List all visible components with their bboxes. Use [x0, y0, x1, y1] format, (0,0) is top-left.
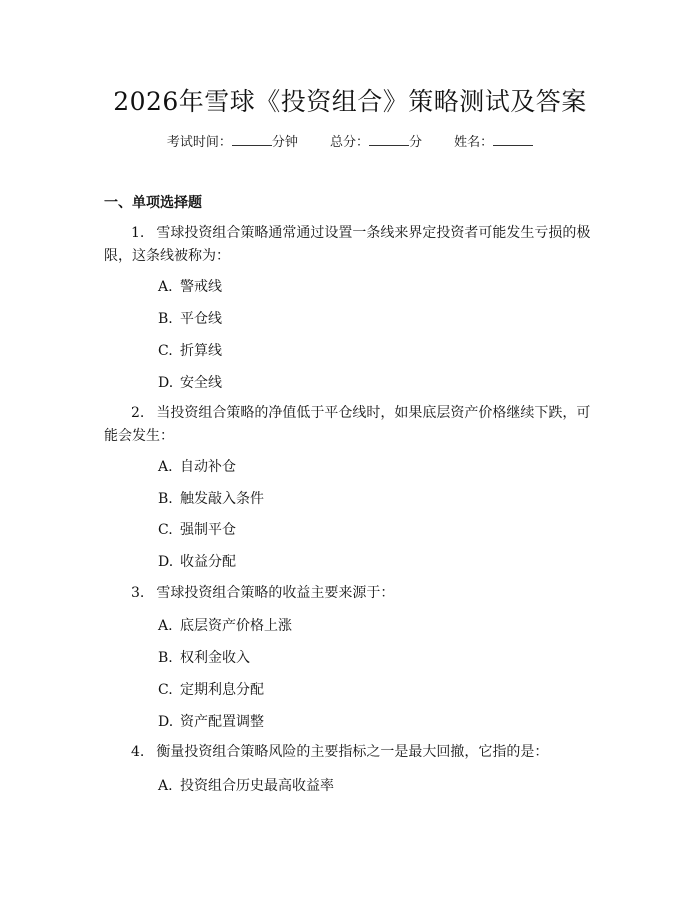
option-item[interactable]: [158, 679, 264, 699]
option-text: 警戒线: [180, 279, 222, 295]
option-text: 触发敲入条件: [180, 491, 264, 507]
question-number: 1.: [131, 225, 145, 241]
name-field: [454, 131, 533, 150]
question-2-text: [104, 402, 600, 448]
total-score-unit: 分: [409, 135, 423, 150]
option-text: 平仓线: [180, 311, 222, 327]
question-1-text: [104, 222, 600, 268]
option-text: 自动补仓: [180, 459, 236, 475]
question-3-text: [104, 582, 600, 605]
name-blank[interactable]: [493, 133, 533, 146]
option-item[interactable]: [158, 456, 236, 476]
option-item[interactable]: [158, 276, 222, 296]
option-letter: D.: [158, 554, 174, 570]
question-stem: 雪球投资组合策略的收益主要来源于：: [156, 585, 395, 601]
option-text: 权利金收入: [180, 650, 250, 666]
question-stem: 雪球投资组合策略通常通过设置一条线来界定投资者可能发生亏损的极限，这条线被称为：: [104, 225, 591, 264]
total-score-label: 总分：: [329, 135, 369, 150]
option-letter: C.: [158, 682, 173, 698]
option-letter: A.: [158, 279, 173, 295]
option-item[interactable]: [158, 615, 292, 635]
option-text: 收益分配: [180, 554, 236, 570]
question-number: 2.: [131, 405, 145, 421]
option-text: 底层资产价格上涨: [180, 618, 292, 634]
option-text: 定期利息分配: [180, 682, 264, 698]
option-item[interactable]: [158, 372, 222, 392]
total-score-field: [330, 131, 422, 150]
option-text: 折算线: [180, 343, 222, 359]
option-item[interactable]: [158, 551, 236, 571]
option-text: 强制平仓: [180, 522, 236, 538]
document-title: 2026年雪球《投资组合》策略测试及答案: [113, 87, 587, 116]
total-score-blank[interactable]: [369, 133, 409, 146]
question-4-text: [104, 741, 600, 764]
option-letter: D.: [158, 375, 174, 391]
option-item[interactable]: [158, 308, 222, 328]
option-letter: B.: [158, 491, 173, 507]
exam-time-blank[interactable]: [232, 133, 272, 146]
option-letter: A.: [158, 459, 173, 475]
question-number: 3.: [131, 585, 145, 601]
option-letter: C.: [158, 522, 173, 538]
option-item[interactable]: [158, 775, 334, 795]
option-item[interactable]: [158, 519, 236, 539]
question-stem: 衡量投资组合策略风险的主要指标之一是最大回撤，它指的是：: [156, 744, 549, 760]
question-number: 4.: [131, 744, 145, 760]
option-text: 安全线: [180, 375, 222, 391]
option-text: 投资组合历史最高收益率: [180, 778, 334, 794]
exam-time-label: 考试时间：: [166, 135, 232, 150]
option-text: 资产配置调整: [180, 714, 264, 730]
option-letter: D.: [158, 714, 174, 730]
section-title: 一、单项选择题: [104, 195, 202, 211]
option-letter: B.: [158, 650, 173, 666]
exam-time-unit: 分钟: [271, 135, 298, 150]
option-letter: C.: [158, 343, 173, 359]
option-item[interactable]: [158, 711, 264, 731]
option-item[interactable]: [158, 488, 264, 508]
exam-meta: [0, 131, 700, 150]
option-item[interactable]: [158, 647, 250, 667]
option-item[interactable]: [158, 340, 222, 360]
option-letter: A.: [158, 778, 173, 794]
option-letter: B.: [158, 311, 173, 327]
name-label: 姓名：: [454, 135, 494, 150]
exam-time-field: [167, 131, 298, 150]
option-letter: A.: [158, 618, 173, 634]
question-stem: 当投资组合策略的净值低于平仓线时，如果底层资产价格继续下跌，可能会发生：: [104, 405, 591, 444]
